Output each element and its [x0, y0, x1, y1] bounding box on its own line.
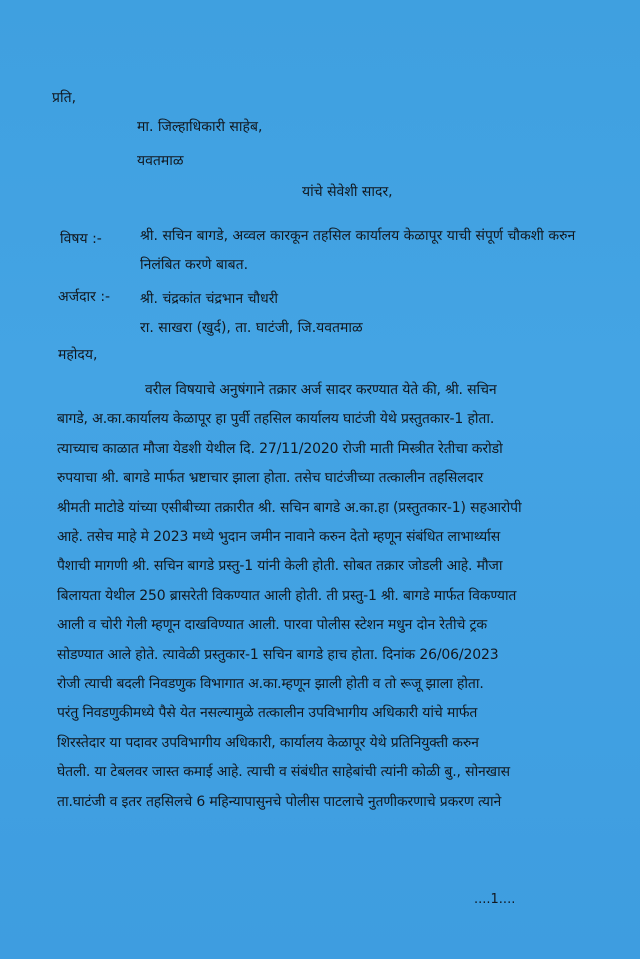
- applicant-address: रा. साखरा (खुर्द), ता. घाटंजी, जि.यवतमाळ: [140, 320, 363, 336]
- body-line: परंतु निवडणुकीमध्ये पैसे येत नसल्यामुळे तत्कालीन उपविभागीय अधिकारी यांचे मार्फत: [57, 705, 478, 722]
- submission-line: यांचे सेवेशी सादर,: [302, 184, 393, 200]
- body-line: शिरस्तेदार या पदावर उपविभागीय अधिकारी, कार्यालय केळापूर येथे प्रतिनियुक्ती करुन: [57, 734, 479, 751]
- recipient-city: यवतमाळ: [137, 153, 184, 169]
- subject-label: विषय :-: [60, 231, 102, 247]
- recipient-title: मा. जिल्हाधिकारी साहेब,: [137, 119, 263, 135]
- page-number: ....1....: [474, 892, 516, 907]
- body-line: रोजी त्याची बदली निवडणुक विभागात अ.का.म्हणून झाली होती व तो रूजू झाला होता.: [57, 676, 484, 693]
- body-line: आली व चोरी गेली म्हणून दाखविण्यात आली. पारवा पोलीस स्टेशन मधुन दोन रेतीचे ट्रक: [57, 617, 487, 634]
- applicant-label: अर्जदार :-: [58, 289, 111, 305]
- body-paragraph: [57, 376, 605, 817]
- applicant-name: श्री. चंद्रकांत चंद्रभान चौधरी: [140, 291, 279, 307]
- body-line: वरील विषयाचे अनुषंगाने तक्रार अर्ज सादर करण्यात येते की, श्री. सचिन: [145, 382, 497, 398]
- body-line: सोडण्यात आले होते. त्यावेळी प्रस्तुकार-1 सचिन बागडे हाच होता. दिनांक 26/06/2023: [57, 646, 499, 663]
- body-line: त्याच्याच काळात मौजा येडशी येथील दि. 27/11/2020 रोजी माती मिस्त्रीत रेतीचा करोडो: [57, 440, 503, 457]
- subject-text: श्री. सचिन बागडे, अव्वल कारकून तहसिल कार्यालय केळापूर याची संपूर्ण चौकशी करुन निलंबित करणे बाबत.: [140, 228, 576, 273]
- body-line: घेतली. या टेबलवर जास्त कमाई आहे. त्याची व संबंधीत साहेबांची त्यांनी कोळी बु., सोनखास: [57, 764, 510, 781]
- address-to: प्रति,: [52, 90, 77, 106]
- body-line: श्रीमती माटोडे यांच्या एसीबीच्या तक्रारीत श्री. सचिन बागडे अ.का.हा (प्रस्तुतकार-1) सहआरोपी: [57, 499, 522, 516]
- applicant-block: [140, 285, 363, 343]
- salutation: महोदय,: [58, 347, 98, 363]
- body-line: आहे. तसेच माहे मे 2023 मध्ये भुदान जमीन नावाने करुन देतो म्हणून संबंधित लाभार्थ्यास: [57, 529, 501, 546]
- body-line: ता.घाटंजी व इतर तहसिलचे 6 महिन्यापासुनचे पोलीस पाटलाचे नुतणीकरणाचे प्रकरण त्याने: [57, 793, 502, 810]
- body-line: पैशाची मागणी श्री. सचिन बागडे प्रस्तु-1 यांनी केली होती. सोबत तक्रार जोडली आहे. मौजा: [57, 558, 503, 575]
- body-line: रुपयाचा श्री. बागडे मार्फत भ्रष्टाचार झाला होता. तसेच घाटंजीच्या तत्कालीन तहसिलदार: [57, 470, 484, 487]
- body-line: बिलायता येथील 250 ब्रासरेती विकण्यात आली होती. ती प्रस्तु-1 श्री. बागडे मार्फत विकण्यात: [57, 587, 517, 604]
- body-line: बागडे, अ.का.कार्यालय केळापूर हा पुर्वी तहसिल कार्यालय घाटंजी येथे प्रस्तुतकार-1 होता.: [57, 411, 495, 428]
